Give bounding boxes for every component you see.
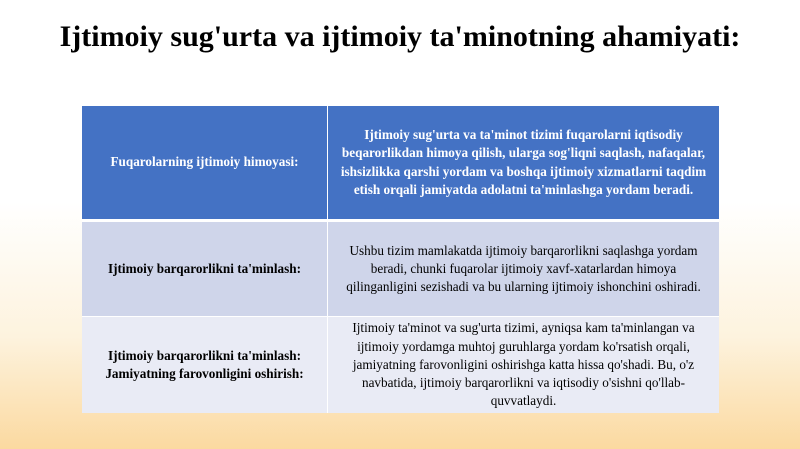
- row-label: Ijtimoiy barqarorlikni ta'minlash:: [82, 221, 328, 317]
- table-row: [82, 221, 719, 317]
- slide-title: Ijtimoiy sug'urta va ijtimoiy ta'minotning ahamiyati:: [59, 20, 741, 53]
- info-table: [82, 106, 719, 413]
- row-description: Ijtimoiy ta'minot va sug'urta tizimi, ayniqsa kam ta'minlangan va ijtimoiy yordamga muhtoj guruhlarga yordam ko'rsatish orqali, jamiyatning farovonligini oshirishga katta hissa qo'shadi. Bu, o'z navbatida, ijtimoiy barqarorlikni va iqtisodiy o'sishni qo'llab-quvvatlaydi.: [328, 317, 720, 414]
- row-label-line: Jamiyatning farovonligini oshirish:: [105, 366, 304, 381]
- row-label: Fuqarolarning ijtimoiy himoyasi:: [82, 106, 328, 221]
- table-row: [82, 106, 719, 221]
- row-description: Ushbu tizim mamlakatda ijtimoiy barqarorlikni saqlashga yordam beradi, chunki fuqarolar ijtimoiy xavf-xatarlardan himoya qilinganligini sezishadi va bu ularning ijtimoiy ishonchini oshiradi.: [328, 221, 720, 317]
- table-row: [82, 317, 719, 414]
- row-label-line: Ijtimoiy barqarorlikni ta'minlash:: [108, 347, 301, 363]
- row-description: Ijtimoiy sug'urta va ta'minot tizimi fuqarolarni iqtisodiy beqarorlikdan himoya qilish, ularga sog'liqni saqlash, nafaqalar, ishsizlikka qarshi yordam va boshqa ijtimoiy xizmatlarni taqdim etish orqali jamiyatda adolatni ta'minlashga yordam beradi.: [328, 106, 720, 221]
- row-label: [82, 317, 328, 414]
